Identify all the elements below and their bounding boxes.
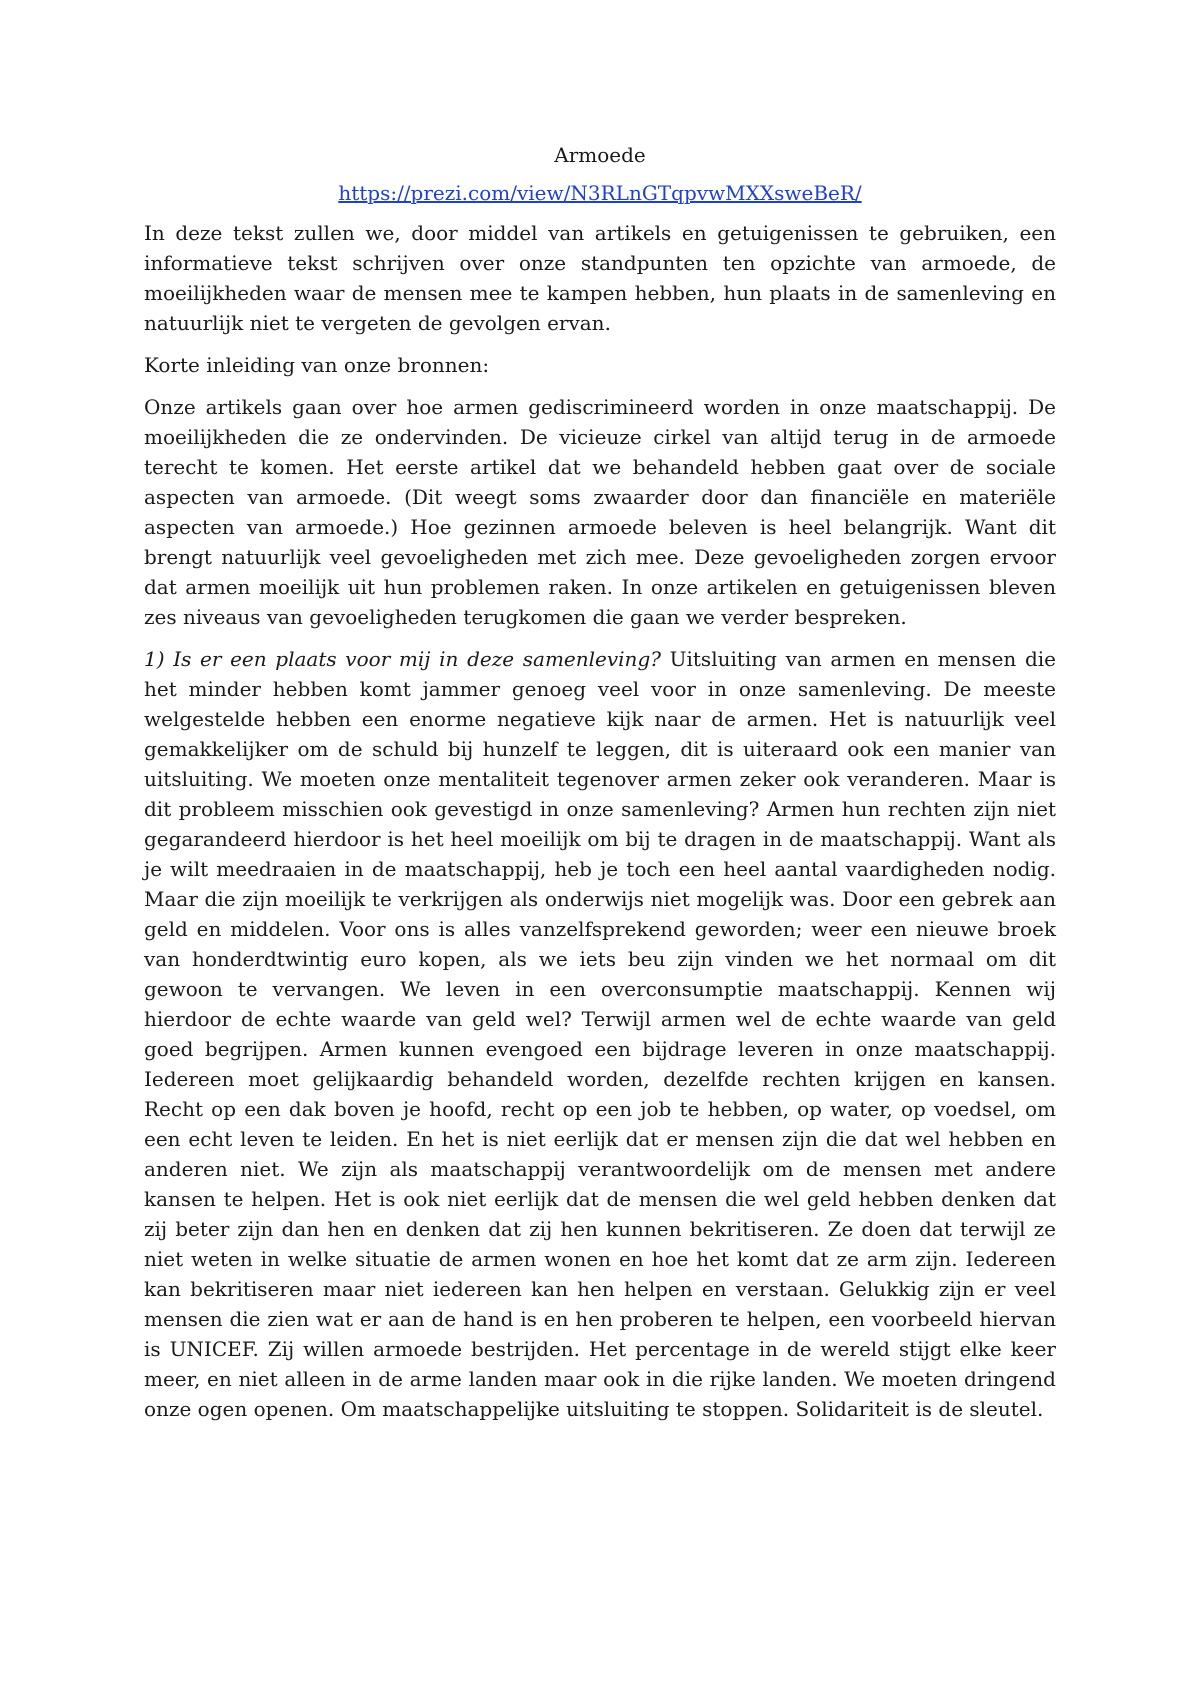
section-1-paragraph — [144, 644, 1056, 1424]
section-1-text: Uitsluiting van armen en mensen die het minder hebben komt jammer genoeg veel voor in onze samenleving. De meeste welgestelde hebben een enorme negatieve kijk naar de armen. Het is natuurlijk veel gemakkelijker om de schuld bij hunzelf te leggen, dit is uiteraard ook een manier van uitsluiting. We moeten onze mentaliteit tegenover armen zeker ook veranderen. Maar is dit probleem misschien ook gevestigd in onze samenleving? Armen hun rechten zijn niet gegarandeerd hierdoor is het heel moeilijk om bij te dragen in de maatschappij. Want als je wilt meedraaien in de maatschappij, heb je toch een heel aantal vaardigheden nodig. Maar die zijn moeilijk te verkrijgen als onderwijs niet mogelijk was. Door een gebrek aan geld en middelen. Voor ons is alles vanzelfsprekend geworden; weer een nieuwe broek van honderdtwintig euro kopen, als we iets beu zijn vinden we het normaal om dit gewoon te vervangen. We leven in een overconsumptie maatschappij. Kennen wij hierdoor de echte waarde van geld wel? Terwijl armen wel de echte waarde van geld goed begrijpen. Armen kunnen evengoed een bijdrage leveren in onze maatschappij. Iedereen moet gelijkaardig behandeld worden, dezelfde rechten krijgen en kansen. Recht op een dak boven je hoofd, recht op een job te hebben, op water, op voedsel, om een echt leven te leiden. En het is niet eerlijk dat er mensen zijn die dat wel hebben en anderen niet. We zijn als maatschappij verantwoordelijk om de mensen met andere kansen te helpen. Het is ook niet eerlijk dat de mensen die wel geld hebben denken dat zij beter zijn dan hen en denken dat zij hen kunnen bekritiseren. Ze doen dat terwijl ze niet weten in welke situatie de armen wonen en hoe het komt dat ze arm zijn. Iedereen kan bekritiseren maar niet iedereen kan hen helpen en verstaan. Gelukkig zijn er veel mensen die zien wat er aan de hand is en hen proberen te helpen, een voorbeeld hiervan is UNICEF. Zij willen armoede bestrijden. Het percentage in de wereld stijgt elke keer meer, en niet alleen in de arme landen maar ook in die rijke landen. We moeten dringend onze ogen openen. Om maatschappelijke uitsluiting te stoppen. Solidariteit is de sleutel. — [144, 647, 1056, 1421]
link-line — [144, 178, 1056, 208]
section-1-heading: 1) Is er een plaats voor mij in deze samenleving? — [144, 647, 661, 671]
document-title: Armoede — [554, 143, 646, 167]
sources-label: Korte inleiding van onze bronnen: — [144, 353, 490, 377]
intro-paragraph: In deze tekst zullen we, door middel van artikels en getuigenissen te gebruiken, een informatieve tekst schrijven over onze standpunten ten opzichte van armoede, de moeilijkheden waar de mensen mee te kampen hebben, hun plaats in de samenleving en natuurlijk niet te vergeten de gevolgen ervan. — [144, 221, 1056, 335]
sources-paragraph: Onze artikels gaan over hoe armen gediscrimineerd worden in onze maatschappij. De moeilijkheden die ze ondervinden. De vicieuze cirkel van altijd terug in de armoede terecht te komen. Het eerste artikel dat we behandeld hebben gaat over de sociale aspecten van armoede. (Dit weegt soms zwaarder door dan financiële en materiële aspecten van armoede.) Hoe gezinnen armoede beleven is heel belangrijk. Want dit brengt natuurlijk veel gevoeligheden met zich mee. Deze gevoeligheden zorgen ervoor dat armen moeilijk uit hun problemen raken. In onze artikelen en getuigenissen bleven zes niveaus van gevoeligheden terugkomen die gaan we verder bespreken. — [144, 395, 1056, 629]
document-body — [144, 140, 1056, 1436]
prezi-link[interactable]: https://prezi.com/view/N3RLnGTqpvwMXXsweBeR/ — [338, 181, 862, 205]
